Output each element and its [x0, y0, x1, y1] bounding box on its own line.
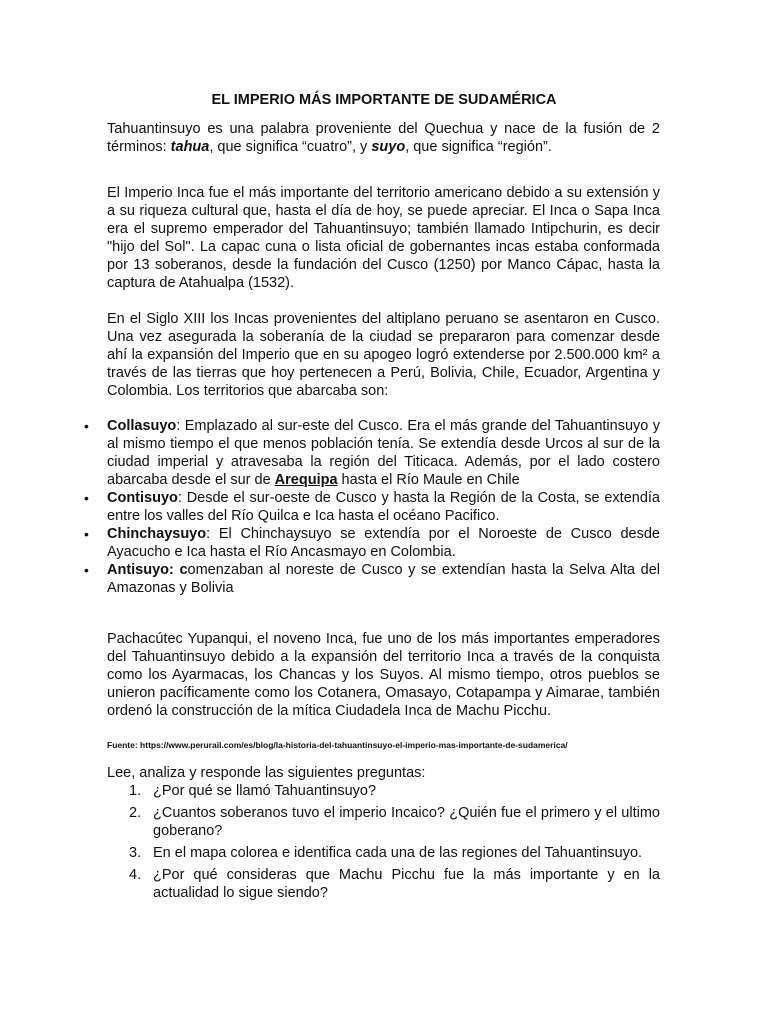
questions-list	[107, 782, 660, 906]
region-text: : El Chinchaysuyo se extendía por el Noroeste de Cusco desde Ayacucho e Ica hasta el Río Ancasmayo en Colombia.	[107, 526, 660, 560]
arequipa-link[interactable]: Arequipa	[274, 472, 338, 488]
region-text: : Desde el sur-oeste de Cusco y hasta la Región de la Costa, se extendía entre los valles del Río Quilca e Ica hasta el océano Pacifico.	[107, 490, 660, 524]
intro-text-a: Tahuantinsuyo es una palabra proveniente del Quechua y nace de la fusión de 2 términos:	[107, 121, 660, 155]
region-item-chinchaysuyo	[107, 525, 660, 561]
expansion-paragraph: En el Siglo XIII los Incas provenientes del altiplano peruano se asentaron en Cusco. Una vez asegurada la soberanía de la ciudad se prepararon para comenzar desde ahí la expansión del Imperio que en su apogeo logró extenderse por 2.500.000 km² a través de las tierras que hoy pertenecen a Perú, Bolivia, Chile, Ecuador, Argentina y Colombia. Los territorios que abarcaba son:	[107, 311, 660, 399]
question-number: 4.	[129, 867, 142, 883]
question-text: ¿Cuantos soberanos tuvo el imperio Incaico? ¿Quién fue el primero y el ultimo goberano?	[153, 805, 660, 839]
region-text: : Emplazado al sur-este del Cusco. Era el más grande del Tahuantinsuyo y al mismo tiempo el que menos población tenía. Se extendía desde Urcos al sur de la ciudad imperial y atravesaba la región del Titicaca. Además, por el lado costero abarcaba desde el sur de	[107, 418, 660, 488]
source-citation: Fuente: https://www.perurail.com/es/blog/la-historia-del-tahuantinsuyo-el-imperio-mas-importante-de-sudamerica/	[107, 740, 568, 750]
region-name: Chinchaysuyo	[107, 526, 207, 542]
region-text: omenzaban al noreste de Cusco y se extendían hasta la Selva Alta del Amazonas y Bolivia	[107, 562, 660, 596]
questions-intro: Lee, analiza y responde las siguientes preguntas:	[107, 765, 426, 781]
intro-text-b: , que significa “cuatro”, y	[209, 139, 372, 155]
intro-text-c: , que significa “región”.	[405, 139, 552, 155]
question-item	[107, 844, 660, 862]
regions-list	[107, 417, 660, 597]
question-item	[107, 782, 660, 800]
question-item	[107, 804, 660, 840]
region-text-end: hasta el Río Maule en Chile	[337, 472, 520, 488]
region-item-antisuyo	[107, 561, 660, 597]
region-item-contisuyo	[107, 489, 660, 525]
imperio-inca-paragraph: El Imperio Inca fue el más importante del territorio americano debido a su extensión y a su riqueza cultural que, hasta el día de hoy, se puede apreciar. El Inca o Sapa Inca era el supremo emperador del Tahuantinsuyo; también llamado Intipchurin, es decir "hijo del Sol". La capac cuna o lista oficial de gobernantes incas estaba conformada por 13 soberanos, desde la fundación del Cusco (1250) por Manco Cápac, hasta la captura de Atahualpa (1532).	[107, 185, 660, 291]
question-text: ¿Por qué se llamó Tahuantinsuyo?	[153, 783, 377, 799]
page-title: EL IMPERIO MÁS IMPORTANTE DE SUDAMÉRICA	[211, 92, 557, 108]
pachacutec-paragraph: Pachacútec Yupanqui, el noveno Inca, fue uno de los más importantes emperadores del Tahuantinsuyo debido a la expansión del territorio Inca a través de la conquista como los Ayarmacas, los Chancas y los Suyos. Al mismo tiempo, otros pueblos se unieron pacíficamente como los Cotanera, Omasayo, Cotapampa y Aimarae, también ordenó la construcción de la mítica Ciudadela Inca de Machu Picchu.	[107, 631, 660, 719]
region-name: Contisuyo	[107, 490, 178, 506]
question-number: 2.	[129, 805, 142, 821]
question-number: 3.	[129, 845, 142, 861]
term-tahua: tahua	[170, 139, 210, 155]
region-name: Antisuyo: c	[107, 562, 188, 578]
intro-paragraph	[107, 120, 660, 156]
question-text: ¿Por qué consideras que Machu Picchu fue la más importante y en la actualidad lo sigue siendo?	[153, 867, 660, 901]
question-item	[107, 866, 660, 902]
region-name: Collasuyo	[107, 418, 177, 434]
term-suyo: suyo	[371, 139, 406, 155]
question-number: 1.	[129, 783, 142, 799]
region-item-collasuyo	[107, 417, 660, 489]
question-text: En el mapa colorea e identifica cada una de las regiones del Tahuantinsuyo.	[153, 845, 643, 861]
